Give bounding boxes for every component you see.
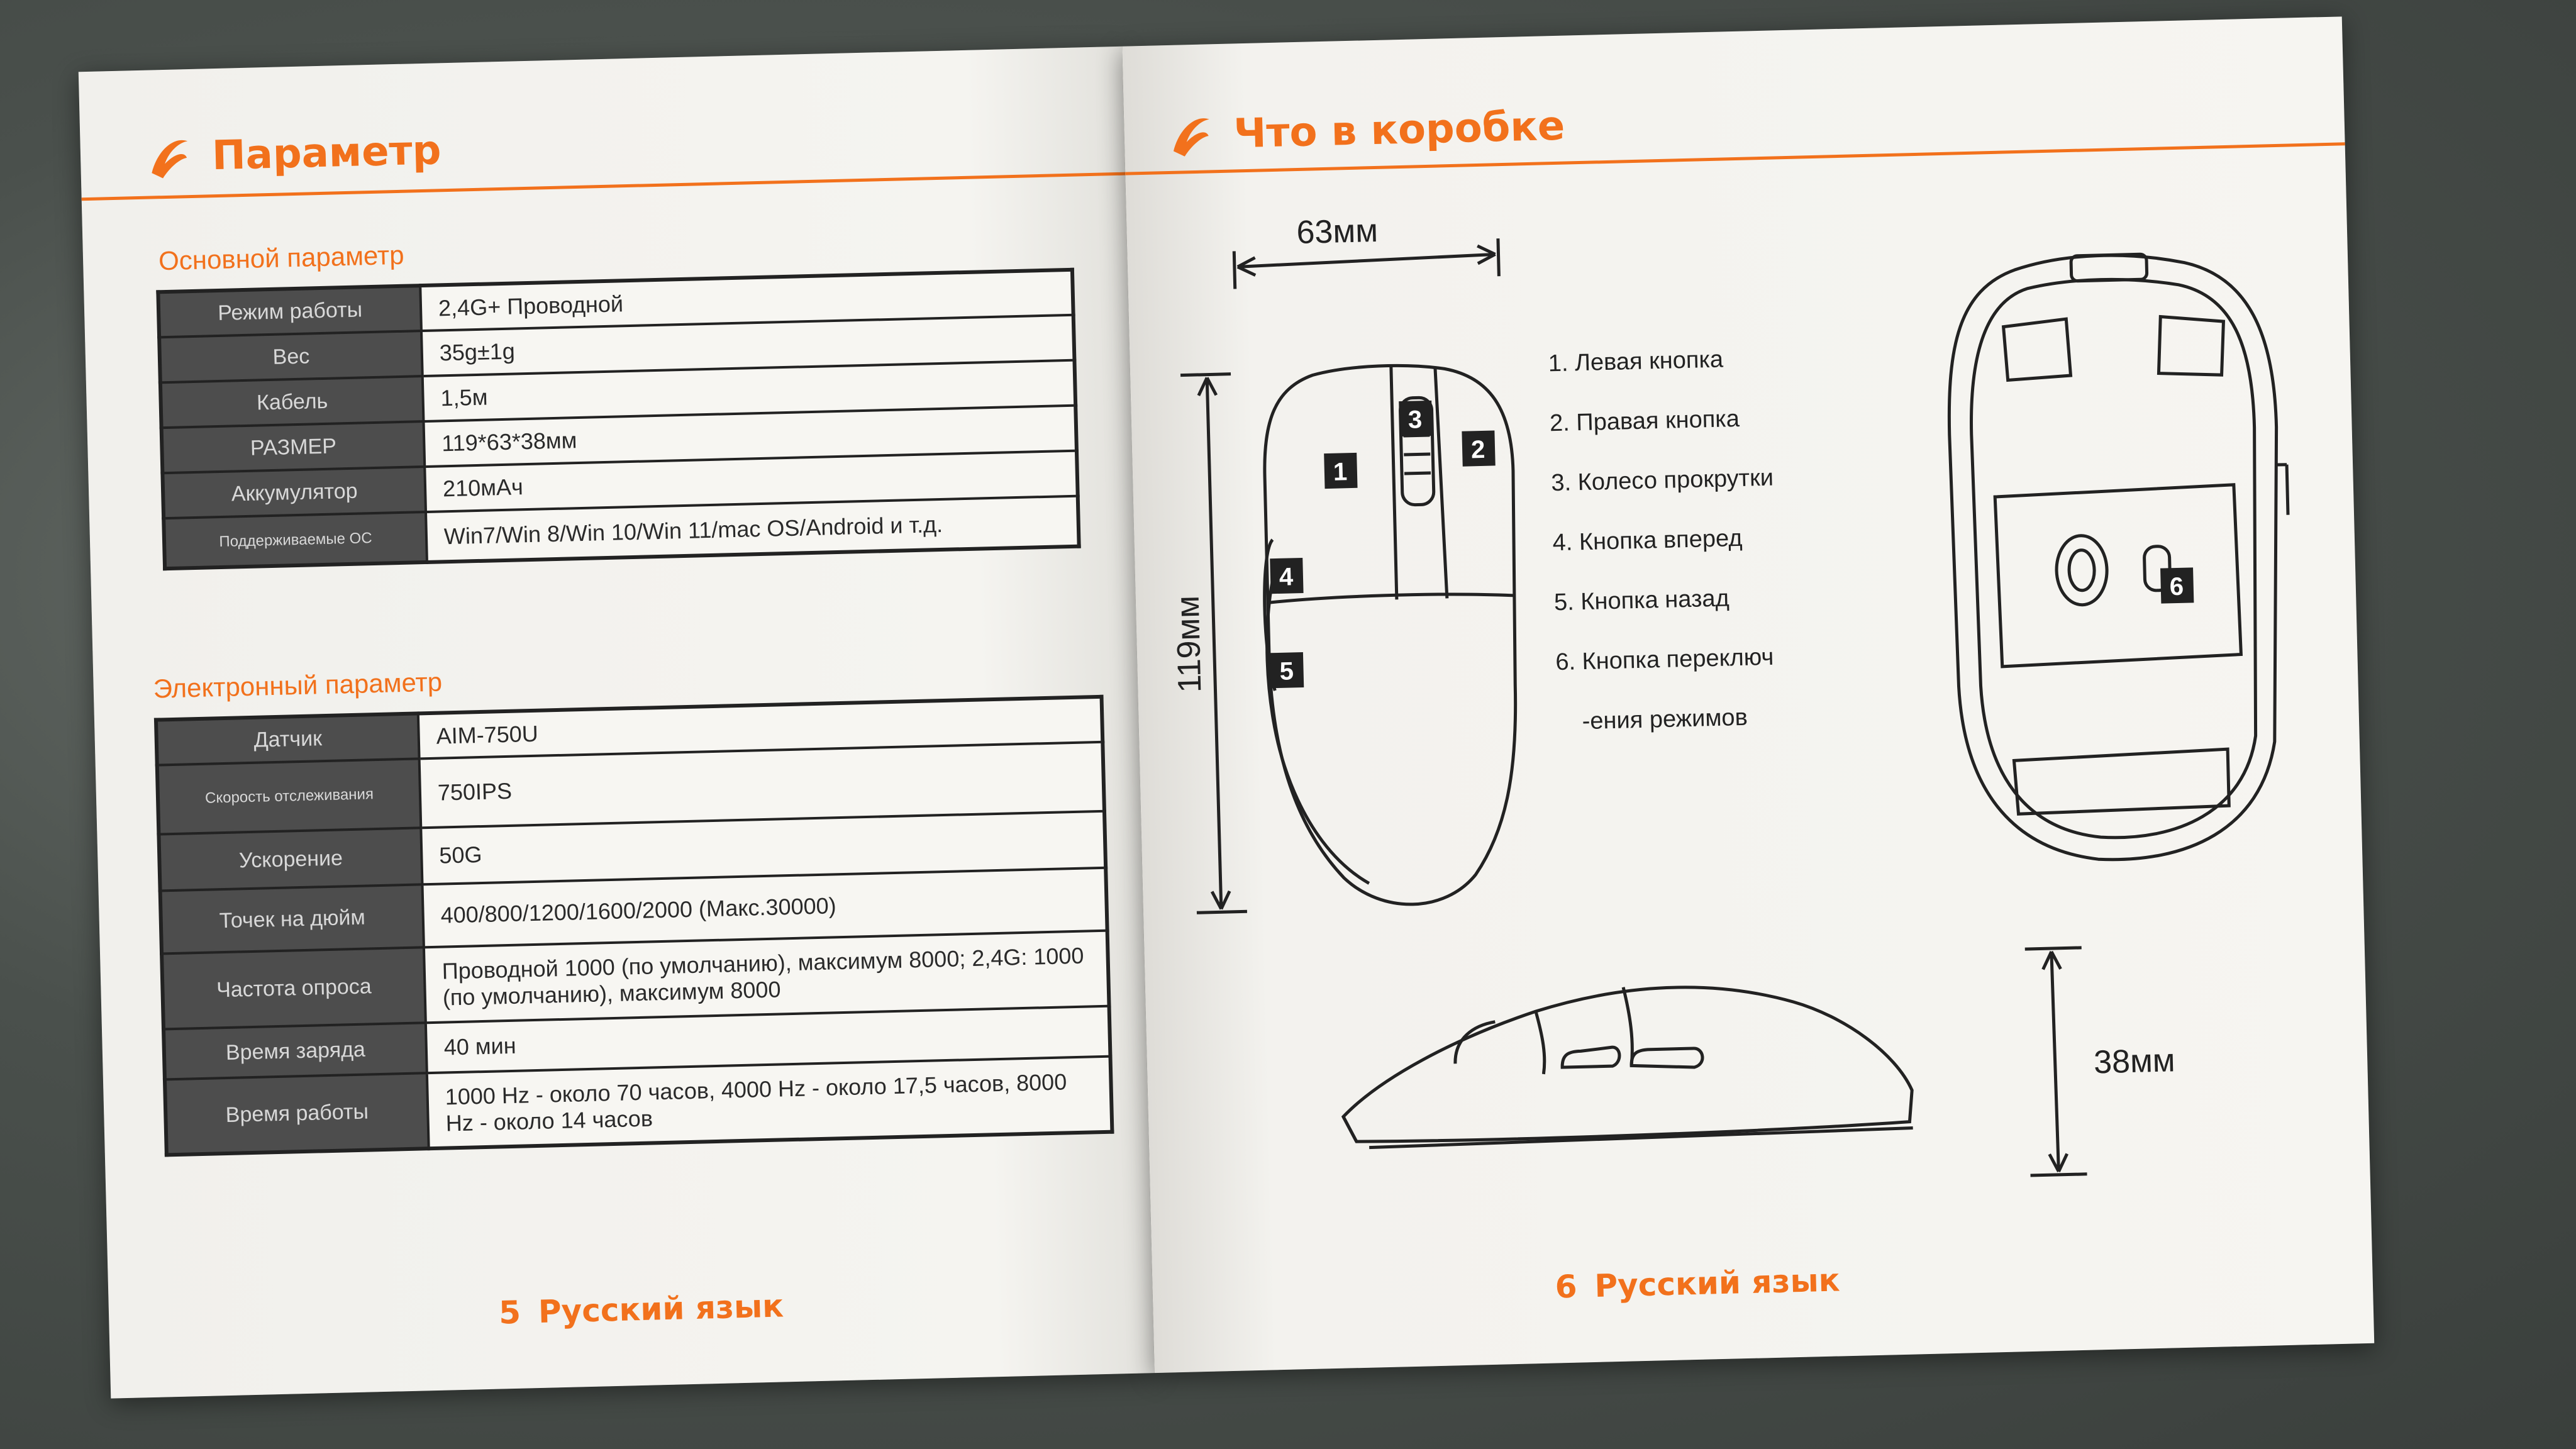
param-key: Поддерживаемые ОС — [164, 512, 427, 569]
param-value: 119*63*38мм — [424, 406, 1077, 467]
param-key: Скорость отслеживания — [157, 758, 421, 834]
param-key: РАЗМЕР — [162, 421, 425, 473]
param-value: Win7/Win 8/Win 10/Win 11/mac OS/Android и т.д. — [426, 496, 1079, 562]
param-value: 35g±1g — [421, 315, 1074, 376]
callout-1: 1 — [1333, 458, 1348, 486]
param-key: Вес — [159, 331, 423, 382]
callout-2: 2 — [1470, 435, 1485, 464]
callout-4: 4 — [1279, 563, 1294, 591]
param-key: Режим работы — [158, 286, 421, 337]
right-footer-language: Русский язык — [1594, 1262, 1841, 1304]
legend-item-3: 3. Колесо прокрутки — [1550, 464, 1774, 497]
page-number-6: 6 — [1554, 1268, 1578, 1306]
param-key: Частота опроса — [162, 947, 426, 1029]
param-value: AIM-750U — [418, 697, 1102, 759]
brand-logo-icon — [1162, 107, 1218, 164]
electronic-params-table — [154, 695, 1114, 1157]
param-key: Точек на дюйм — [160, 884, 424, 953]
legend-item-1: 1. Левая кнопка — [1548, 346, 1724, 377]
basic-params-table — [156, 268, 1080, 571]
left-footer-language: Русский язык — [538, 1287, 784, 1331]
param-value: 210мАч — [425, 451, 1077, 512]
legend-item-6-cont: -ения режимов — [1582, 704, 1748, 735]
button-legend — [1548, 345, 1780, 769]
mouse-top-view-diagram — [1164, 206, 1584, 938]
param-value: 1000 Hz - около 70 часов, 4000 Hz - около 17,5 часов, 8000 Hz - около 14 часов — [427, 1057, 1113, 1149]
param-value: 1,5м — [423, 360, 1075, 421]
mouse-bottom-view-diagram — [1919, 225, 2312, 882]
left-page-title: Параметр — [211, 127, 442, 180]
param-value: 50G — [421, 811, 1106, 885]
param-value: 400/800/1200/1600/2000 (Макс.30000) — [422, 868, 1107, 948]
basic-section-title: Основной параметр — [158, 240, 405, 276]
param-value: Проводной 1000 (по умолчанию), максимум 8000; 2,4G: 1000 (по умолчанию), максимум 8000 — [424, 931, 1109, 1023]
left-heading — [140, 123, 441, 186]
page-left — [79, 47, 1155, 1399]
page-number-5: 5 — [498, 1294, 521, 1331]
param-key: Аккумулятор — [162, 467, 426, 518]
width-dimension-label: 63мм — [1296, 212, 1379, 252]
booklet — [79, 16, 2374, 1398]
mouse-side-view-diagram — [1327, 933, 2201, 1218]
length-dimension-label: 119мм — [1169, 595, 1209, 694]
callout-6: 6 — [2169, 572, 2184, 601]
callout-5: 5 — [1279, 657, 1294, 686]
param-key: Время работы — [165, 1073, 429, 1155]
param-key: Кабель — [160, 376, 424, 428]
right-heading — [1162, 99, 1566, 164]
param-key: Ускорение — [158, 828, 422, 891]
legend-item-5: 5. Кнопка назад — [1553, 585, 1730, 616]
legend-item-6: 6. Кнопка переключ — [1555, 643, 1774, 676]
page-right — [1122, 16, 2374, 1373]
callout-3: 3 — [1407, 406, 1423, 434]
electronic-section-title: Электронный параметр — [153, 667, 443, 704]
param-key: Время заряда — [164, 1023, 427, 1079]
legend-item-4: 4. Кнопка вперед — [1552, 525, 1743, 557]
legend-item-2: 2. Правая кнопка — [1549, 405, 1740, 437]
right-page-title: Что в коробке — [1233, 103, 1566, 158]
right-footer — [1555, 1262, 1840, 1305]
param-value: 2,4G+ Проводной — [420, 270, 1073, 331]
left-footer — [498, 1287, 784, 1331]
param-value: 750IPS — [419, 742, 1104, 828]
height-dimension-label: 38мм — [2093, 1042, 2176, 1081]
param-value: 40 мин — [426, 1006, 1111, 1074]
param-key: Датчик — [156, 713, 419, 765]
brand-logo-icon — [140, 129, 196, 186]
